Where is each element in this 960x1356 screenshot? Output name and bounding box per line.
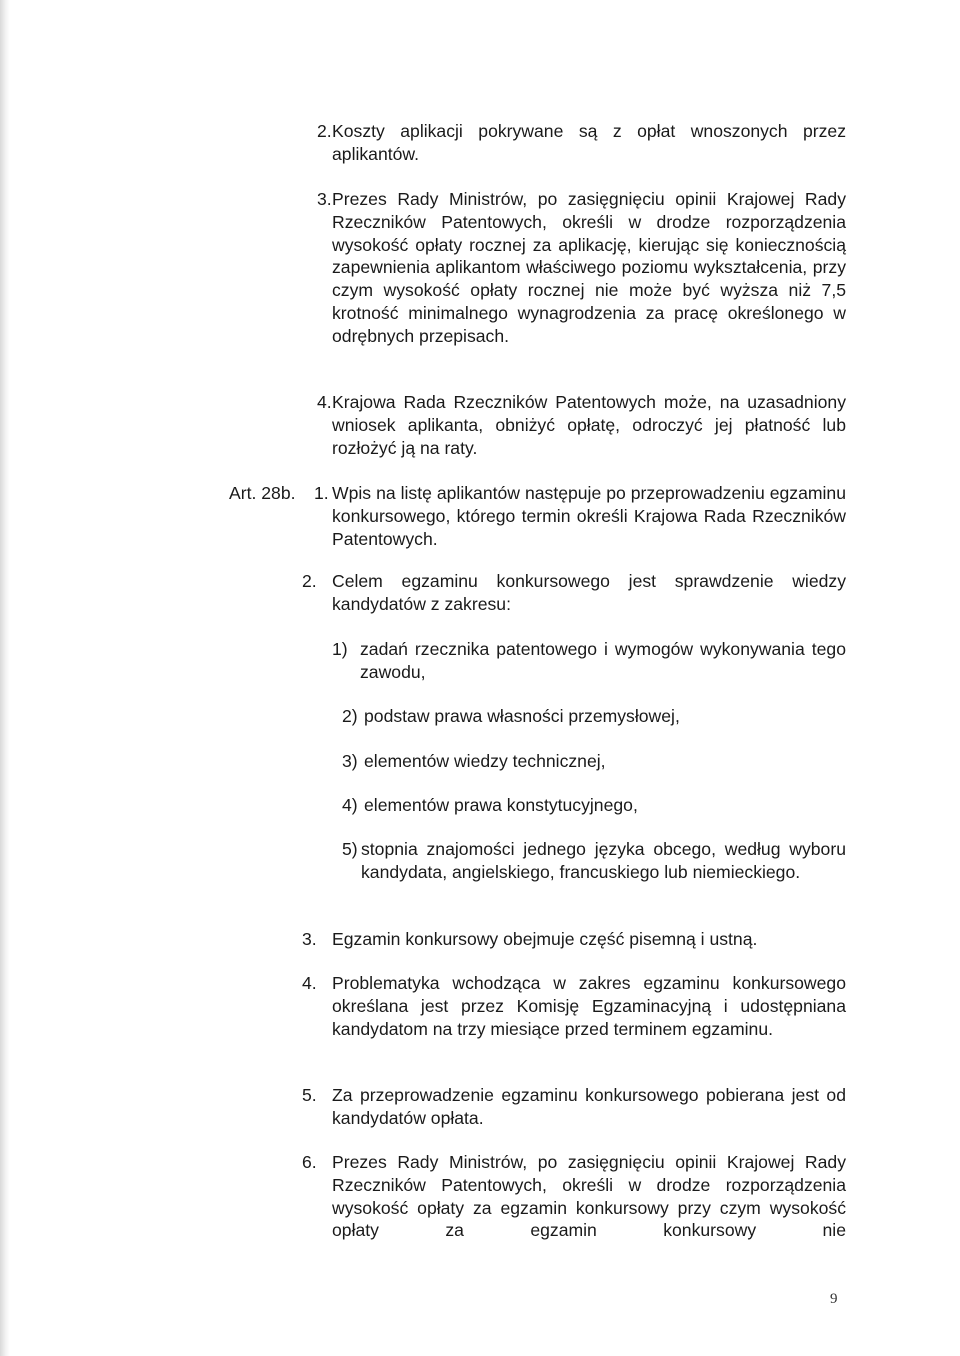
article-label: Art. 28b. bbox=[229, 483, 296, 503]
list-item-text: elementów wiedzy technicznej, bbox=[364, 751, 606, 771]
paragraph-number: 2. bbox=[317, 121, 332, 141]
list-item bbox=[332, 638, 846, 684]
list-item-number: 2) bbox=[342, 706, 358, 726]
list-item bbox=[342, 705, 846, 728]
paragraph-text: Za przeprowadzenie egzaminu konkursowego pobierana jest od kandydatów opłata. bbox=[332, 1085, 846, 1128]
paragraph-text: Prezes Rady Ministrów, po zasięgnięciu opinii Krajowej Rady Rzeczników Patentowych, określi w drodze rozporządzenia wysokość opłaty rocznej za aplikację, kierując się koniecznością zapewnienia aplikantom właściwego poziomu wykształcenia, przy czym wysokość opłaty rocznej nie może być wyższa niż 7,5 krotność minimalnego wynagrodzenia za pracę określonego w odrębnych przepisach. bbox=[332, 189, 846, 346]
paragraph-text: Problematyka wchodząca w zakres egzaminu konkursowego określana jest przez Komisję Egzaminacyjną i udostępniana kandydatom na trzy miesiące przed terminem egzaminu. bbox=[332, 973, 846, 1039]
page-number: 9 bbox=[830, 1291, 838, 1307]
list-item-text: elementów prawa konstytucyjnego, bbox=[364, 795, 638, 815]
list-item-number: 4) bbox=[342, 795, 358, 815]
article-28b-paragraph-4 bbox=[302, 972, 846, 1040]
paragraph-text: Egzamin konkursowy obejmuje część pisemną i ustną. bbox=[332, 929, 758, 949]
paragraph-number: 1. bbox=[314, 483, 329, 503]
paragraph-2 bbox=[317, 120, 846, 166]
list-item bbox=[342, 794, 846, 817]
paragraph-number: 2. bbox=[302, 571, 317, 591]
paragraph-text: Prezes Rady Ministrów, po zasięgnięciu opinii Krajowej Rady Rzeczników Patentowych, określi w drodze rozporządzenia wysokość opłaty za egzamin konkursowy przy czym wysokość opłaty za egzamin konkursowy nie bbox=[332, 1152, 846, 1241]
list-item-number: 3) bbox=[342, 751, 358, 771]
article-28b-paragraph-3 bbox=[302, 928, 846, 951]
list-item-number: 1) bbox=[332, 639, 348, 659]
paragraph-3 bbox=[317, 188, 846, 348]
list-item bbox=[342, 838, 846, 884]
paragraph-number: 4. bbox=[302, 973, 317, 993]
paragraph-text: Koszty aplikacji pokrywane są z opłat wnoszonych przez aplikantów. bbox=[332, 121, 846, 164]
list-item-text: podstaw prawa własności przemysłowej, bbox=[364, 706, 680, 726]
article-28b-paragraph-2 bbox=[302, 570, 846, 616]
list-item-number: 5) bbox=[342, 839, 358, 859]
article-28b-paragraph-5 bbox=[302, 1084, 846, 1130]
article-28b-paragraph-1 bbox=[314, 482, 846, 550]
paragraph-text: Celem egzaminu konkursowego jest sprawdzenie wiedzy kandydatów z zakresu: bbox=[332, 571, 846, 614]
list-item-text: zadań rzecznika patentowego i wymogów wykonywania tego zawodu, bbox=[360, 639, 846, 682]
paragraph-number: 3. bbox=[302, 929, 317, 949]
paragraph-number: 4. bbox=[317, 392, 332, 412]
paragraph-text: Krajowa Rada Rzeczników Patentowych może, na uzasadniony wniosek aplikanta, obniżyć opłatę, odroczyć jej płatność lub rozłożyć ją na raty. bbox=[332, 392, 846, 458]
paragraph-number: 3. bbox=[317, 189, 332, 209]
list-item bbox=[342, 750, 846, 773]
paragraph-text: Wpis na listę aplikantów następuje po przeprowadzeniu egzaminu konkursowego, którego termin określi Krajowa Rada Rzeczników Patentowych. bbox=[332, 483, 846, 549]
paragraph-4 bbox=[317, 391, 846, 459]
paragraph-number: 6. bbox=[302, 1152, 317, 1172]
article-28b-paragraph-6 bbox=[302, 1151, 846, 1242]
list-item-text: stopnia znajomości jednego języka obcego, według wyboru kandydata, angielskiego, francuskiego lub niemieckiego. bbox=[361, 839, 846, 882]
paragraph-number: 5. bbox=[302, 1085, 317, 1105]
